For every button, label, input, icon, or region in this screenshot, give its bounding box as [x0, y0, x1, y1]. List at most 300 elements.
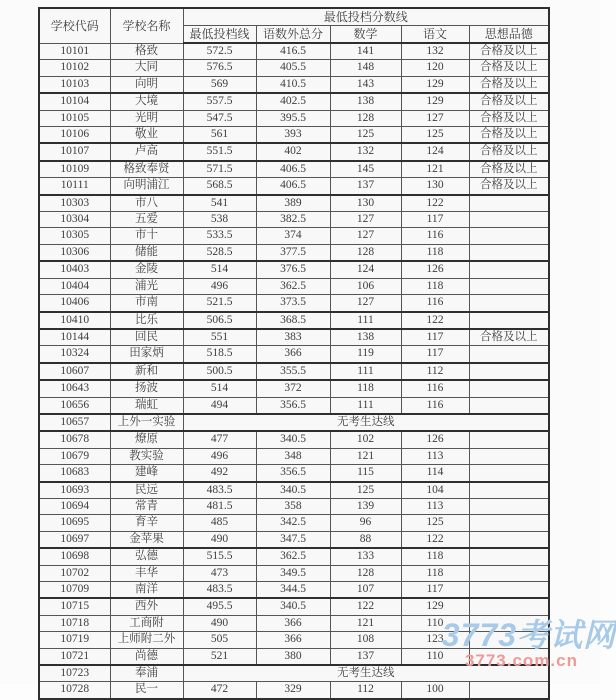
moral-rating-cell	[469, 431, 549, 448]
table-row	[39, 397, 549, 414]
table-row	[39, 632, 549, 648]
table-row	[39, 548, 549, 565]
math-score-cell: 118	[330, 380, 401, 397]
moral-rating-cell	[469, 228, 549, 244]
min-line-cell: 518.5	[183, 346, 256, 363]
min-line-cell: 496	[183, 278, 256, 294]
table-row	[39, 448, 549, 464]
min-line-cell: 568.5	[183, 178, 256, 195]
moral-rating-cell	[469, 244, 549, 261]
table-row	[39, 178, 549, 195]
header-score-group: 最低投档分数线	[183, 8, 549, 26]
school-name-cell: 扬波	[110, 380, 183, 397]
math-score-cell: 111	[330, 312, 401, 329]
total-score-cell: 344.5	[256, 582, 330, 599]
moral-rating-cell	[469, 498, 549, 514]
table-body	[39, 43, 549, 699]
math-score-cell: 122	[330, 598, 401, 615]
header-total-score: 语数外总分	[256, 26, 330, 44]
table-row	[39, 346, 549, 363]
school-name-cell: 西外	[110, 598, 183, 615]
table-row	[39, 195, 549, 212]
math-score-cell: 121	[330, 615, 401, 631]
school-code-cell: 10715	[39, 598, 110, 615]
chinese-score-cell: 116	[401, 380, 469, 397]
min-line-cell: 477	[183, 431, 256, 448]
total-score-cell: 395.5	[256, 110, 330, 126]
table-row	[39, 212, 549, 228]
min-line-cell: 483.5	[183, 582, 256, 599]
math-score-cell: 128	[330, 244, 401, 261]
chinese-score-cell: 100	[401, 682, 469, 699]
total-score-cell: 362.5	[256, 548, 330, 565]
school-name-cell: 弘德	[110, 548, 183, 565]
math-score-cell: 124	[330, 261, 401, 278]
math-score-cell: 138	[330, 93, 401, 110]
total-score-cell: 382.5	[256, 212, 330, 228]
min-line-cell: 483.5	[183, 482, 256, 499]
school-code-cell: 10144	[39, 329, 110, 346]
table-row	[39, 295, 549, 312]
school-code-cell: 10643	[39, 380, 110, 397]
school-code-cell: 10728	[39, 682, 110, 699]
min-line-cell: 472	[183, 682, 256, 699]
moral-rating-cell	[469, 312, 549, 329]
school-name-cell: 比乐	[110, 312, 183, 329]
moral-rating-cell: 合格及以上	[469, 110, 549, 126]
no-candidates-cell: 无考生达线	[183, 414, 549, 431]
min-line-cell: 561	[183, 127, 256, 144]
school-code-cell: 10683	[39, 465, 110, 482]
moral-rating-cell: 合格及以上	[469, 143, 549, 160]
min-line-cell: 569	[183, 76, 256, 93]
math-score-cell: 115	[330, 465, 401, 482]
moral-rating-cell	[469, 212, 549, 228]
chinese-score-cell: 110	[401, 615, 469, 631]
school-name-cell: 工商附	[110, 615, 183, 631]
total-score-cell: 402	[256, 143, 330, 160]
total-score-cell: 347.5	[256, 531, 330, 548]
math-score-cell: 108	[330, 632, 401, 648]
school-code-cell: 10104	[39, 93, 110, 110]
school-code-cell: 10702	[39, 565, 110, 581]
moral-rating-cell	[469, 482, 549, 499]
school-code-cell: 10709	[39, 582, 110, 599]
total-score-cell: 342.5	[256, 515, 330, 531]
total-score-cell: 389	[256, 195, 330, 212]
moral-rating-cell: 合格及以上	[469, 178, 549, 195]
school-code-cell: 10721	[39, 648, 110, 665]
school-code-cell: 10607	[39, 363, 110, 380]
chinese-score-cell: 126	[401, 431, 469, 448]
total-score-cell: 366	[256, 346, 330, 363]
table-row	[39, 615, 549, 631]
school-code-cell: 10719	[39, 632, 110, 648]
math-score-cell: 133	[330, 548, 401, 565]
school-code-cell: 10410	[39, 312, 110, 329]
table-row	[39, 43, 549, 60]
school-name-cell: 市八	[110, 195, 183, 212]
min-line-cell: 505	[183, 632, 256, 648]
math-score-cell: 121	[330, 448, 401, 464]
school-name-cell: 金陵	[110, 261, 183, 278]
school-code-cell: 10105	[39, 110, 110, 126]
chinese-score-cell: 117	[401, 582, 469, 599]
table-row	[39, 531, 549, 548]
math-score-cell: 128	[330, 565, 401, 581]
math-score-cell: 125	[330, 127, 401, 144]
math-score-cell: 138	[330, 329, 401, 346]
moral-rating-cell	[469, 363, 549, 380]
moral-rating-cell	[469, 448, 549, 464]
watermark-site-logo: 3773考试网	[441, 617, 616, 653]
math-score-cell: 143	[330, 76, 401, 93]
chinese-score-cell: 110	[401, 648, 469, 665]
total-score-cell: 340.5	[256, 431, 330, 448]
table-row	[39, 261, 549, 278]
total-score-cell: 406.5	[256, 178, 330, 195]
min-line-cell: 533.5	[183, 228, 256, 244]
chinese-score-cell: 117	[401, 212, 469, 228]
school-name-cell: 瑞虹	[110, 397, 183, 414]
table-row	[39, 312, 549, 329]
school-name-cell: 大境	[110, 93, 183, 110]
school-name-cell: 市十	[110, 228, 183, 244]
moral-rating-cell	[469, 195, 549, 212]
min-line-cell: 576.5	[183, 60, 256, 76]
school-name-cell: 向明浦江	[110, 178, 183, 195]
min-line-cell: 551.5	[183, 143, 256, 160]
table-row	[39, 380, 549, 397]
math-score-cell: 132	[330, 143, 401, 160]
table-row	[39, 244, 549, 261]
min-line-cell: 557.5	[183, 93, 256, 110]
moral-rating-cell: 合格及以上	[469, 76, 549, 93]
total-score-cell: 377.5	[256, 244, 330, 261]
school-code-cell: 10657	[39, 414, 110, 431]
watermark-site-url: 3773.com.cn	[464, 651, 578, 670]
school-name-cell: 南洋	[110, 582, 183, 599]
table-row	[39, 482, 549, 499]
chinese-score-cell: 118	[401, 278, 469, 294]
chinese-score-cell: 122	[401, 312, 469, 329]
chinese-score-cell: 104	[401, 482, 469, 499]
header-row-top	[39, 8, 549, 26]
total-score-cell: 366	[256, 632, 330, 648]
school-code-cell: 10304	[39, 212, 110, 228]
chinese-score-cell: 120	[401, 60, 469, 76]
school-code-cell: 10101	[39, 43, 110, 60]
moral-rating-cell	[469, 278, 549, 294]
math-score-cell: 145	[330, 161, 401, 178]
school-name-cell: 卢高	[110, 143, 183, 160]
table-row	[39, 431, 549, 448]
moral-rating-cell	[469, 682, 549, 699]
total-score-cell: 348	[256, 448, 330, 464]
moral-rating-cell	[469, 565, 549, 581]
total-score-cell: 380	[256, 648, 330, 665]
table-row	[39, 93, 549, 110]
school-code-cell: 10102	[39, 60, 110, 76]
table-row	[39, 329, 549, 346]
math-score-cell: 128	[330, 110, 401, 126]
moral-rating-cell	[469, 582, 549, 599]
school-code-cell: 10111	[39, 178, 110, 195]
chinese-score-cell: 130	[401, 178, 469, 195]
school-name-cell: 尚德	[110, 648, 183, 665]
total-score-cell: 372	[256, 380, 330, 397]
moral-rating-cell: 合格及以上	[469, 43, 549, 60]
chinese-score-cell: 129	[401, 598, 469, 615]
moral-rating-cell: 合格及以上	[469, 93, 549, 110]
school-name-cell: 育辛	[110, 515, 183, 531]
table-row	[39, 127, 549, 144]
school-code-cell: 10723	[39, 665, 110, 682]
moral-rating-cell: 合格及以上	[469, 161, 549, 178]
no-candidates-cell: 无考生达线	[183, 665, 549, 682]
total-score-cell: 410.5	[256, 76, 330, 93]
table-row	[39, 76, 549, 93]
min-line-cell: 494	[183, 397, 256, 414]
total-score-cell: 329	[256, 682, 330, 699]
school-name-cell: 上师附二外	[110, 632, 183, 648]
header-chinese: 语文	[401, 26, 469, 44]
min-line-cell: 572.5	[183, 43, 256, 60]
table-row	[39, 582, 549, 599]
math-score-cell: 111	[330, 397, 401, 414]
min-line-cell: 528.5	[183, 244, 256, 261]
moral-rating-cell	[469, 295, 549, 312]
math-score-cell: 137	[330, 648, 401, 665]
total-score-cell: 393	[256, 127, 330, 144]
school-name-cell: 田家炳	[110, 346, 183, 363]
chinese-score-cell: 132	[401, 43, 469, 60]
moral-rating-cell	[469, 515, 549, 531]
math-score-cell: 139	[330, 498, 401, 514]
min-line-cell: 485	[183, 515, 256, 531]
table-row	[39, 565, 549, 581]
min-line-cell: 492	[183, 465, 256, 482]
school-name-cell: 大同	[110, 60, 183, 76]
moral-rating-cell	[469, 615, 549, 631]
chinese-score-cell: 114	[401, 465, 469, 482]
chinese-score-cell: 129	[401, 76, 469, 93]
table-row	[39, 498, 549, 514]
school-code-cell: 10697	[39, 531, 110, 548]
min-line-cell: 551	[183, 329, 256, 346]
min-line-cell: 571.5	[183, 161, 256, 178]
total-score-cell: 383	[256, 329, 330, 346]
min-line-cell: 496	[183, 448, 256, 464]
school-name-cell: 金苹果	[110, 531, 183, 548]
school-name-cell: 建峰	[110, 465, 183, 482]
min-line-cell: 538	[183, 212, 256, 228]
school-code-cell: 10695	[39, 515, 110, 531]
math-score-cell: 127	[330, 228, 401, 244]
total-score-cell: 374	[256, 228, 330, 244]
school-name-cell: 市南	[110, 295, 183, 312]
school-code-cell: 10679	[39, 448, 110, 464]
table-row	[39, 143, 549, 160]
total-score-cell: 356.5	[256, 465, 330, 482]
chinese-score-cell: 116	[401, 295, 469, 312]
school-code-cell: 10109	[39, 161, 110, 178]
min-line-cell: 506.5	[183, 312, 256, 329]
math-score-cell: 96	[330, 515, 401, 531]
min-line-cell: 473	[183, 565, 256, 581]
chinese-score-cell: 126	[401, 261, 469, 278]
school-name-cell: 格致	[110, 43, 183, 60]
chinese-score-cell: 113	[401, 448, 469, 464]
min-line-cell: 481.5	[183, 498, 256, 514]
moral-rating-cell	[469, 397, 549, 414]
school-code-cell: 10106	[39, 127, 110, 144]
school-name-cell: 新和	[110, 363, 183, 380]
school-code-cell: 10698	[39, 548, 110, 565]
chinese-score-cell: 117	[401, 346, 469, 363]
table-row	[39, 161, 549, 178]
header-moral: 思想品德	[469, 26, 549, 44]
school-code-cell: 10678	[39, 431, 110, 448]
math-score-cell: 141	[330, 43, 401, 60]
table-row	[39, 60, 549, 76]
chinese-score-cell: 116	[401, 228, 469, 244]
min-line-cell: 514	[183, 261, 256, 278]
min-line-cell: 547.5	[183, 110, 256, 126]
school-code-cell: 10107	[39, 143, 110, 160]
min-line-cell: 521	[183, 648, 256, 665]
school-name-cell: 回民	[110, 329, 183, 346]
math-score-cell: 125	[330, 482, 401, 499]
table-row	[39, 110, 549, 126]
school-name-cell: 光明	[110, 110, 183, 126]
chinese-score-cell: 121	[401, 161, 469, 178]
chinese-score-cell: 123	[401, 632, 469, 648]
moral-rating-cell	[469, 261, 549, 278]
school-name-cell: 民一	[110, 682, 183, 699]
min-line-cell: 500.5	[183, 363, 256, 380]
moral-rating-cell: 合格及以上	[469, 127, 549, 144]
moral-rating-cell	[469, 531, 549, 548]
total-score-cell: 355.5	[256, 363, 330, 380]
school-name-cell: 五爱	[110, 212, 183, 228]
total-score-cell: 358	[256, 498, 330, 514]
moral-rating-cell	[469, 598, 549, 615]
chinese-score-cell: 117	[401, 329, 469, 346]
math-score-cell: 119	[330, 346, 401, 363]
header-school-code: 学校代码	[39, 8, 110, 43]
school-code-cell: 10305	[39, 228, 110, 244]
table-row	[39, 598, 549, 615]
chinese-score-cell: 118	[401, 565, 469, 581]
min-line-cell: 514	[183, 380, 256, 397]
header-math: 数学	[330, 26, 401, 44]
score-table	[38, 7, 550, 700]
school-code-cell: 10693	[39, 482, 110, 499]
table-row	[39, 682, 549, 699]
school-name-cell: 敬业	[110, 127, 183, 144]
moral-rating-cell: 合格及以上	[469, 60, 549, 76]
math-score-cell: 111	[330, 363, 401, 380]
chinese-score-cell: 118	[401, 244, 469, 261]
moral-rating-cell: 合格及以上	[469, 329, 549, 346]
min-line-cell: 490	[183, 531, 256, 548]
chinese-score-cell: 122	[401, 195, 469, 212]
chinese-score-cell: 122	[401, 531, 469, 548]
school-name-cell: 上外一实验	[110, 414, 183, 431]
moral-rating-cell	[469, 465, 549, 482]
chinese-score-cell: 124	[401, 143, 469, 160]
school-name-cell: 燎原	[110, 431, 183, 448]
school-name-cell: 常青	[110, 498, 183, 514]
math-score-cell: 88	[330, 531, 401, 548]
school-code-cell: 10403	[39, 261, 110, 278]
school-name-cell: 丰华	[110, 565, 183, 581]
min-line-cell: 521.5	[183, 295, 256, 312]
school-name-cell: 浦光	[110, 278, 183, 294]
math-score-cell: 106	[330, 278, 401, 294]
school-name-cell: 民远	[110, 482, 183, 499]
total-score-cell: 406.5	[256, 161, 330, 178]
math-score-cell: 112	[330, 682, 401, 699]
total-score-cell: 340.5	[256, 482, 330, 499]
math-score-cell: 148	[330, 60, 401, 76]
table-row	[39, 515, 549, 531]
math-score-cell: 102	[330, 431, 401, 448]
moral-rating-cell	[469, 346, 549, 363]
total-score-cell: 416.5	[256, 43, 330, 60]
school-code-cell: 10103	[39, 76, 110, 93]
chinese-score-cell: 113	[401, 498, 469, 514]
math-score-cell: 130	[330, 195, 401, 212]
min-line-cell: 541	[183, 195, 256, 212]
total-score-cell: 405.5	[256, 60, 330, 76]
moral-rating-cell	[469, 548, 549, 565]
total-score-cell: 376.5	[256, 261, 330, 278]
school-name-cell: 教实验	[110, 448, 183, 464]
school-code-cell: 10303	[39, 195, 110, 212]
table-row	[39, 465, 549, 482]
min-line-cell: 490	[183, 615, 256, 631]
table-row	[39, 648, 549, 665]
school-name-cell: 储能	[110, 244, 183, 261]
school-code-cell: 10694	[39, 498, 110, 514]
min-line-cell: 515.5	[183, 548, 256, 565]
chinese-score-cell: 118	[401, 548, 469, 565]
school-name-cell: 向明	[110, 76, 183, 93]
header-school-name: 学校名称	[110, 8, 183, 43]
total-score-cell: 366	[256, 615, 330, 631]
table-header	[39, 8, 549, 43]
math-score-cell: 127	[330, 212, 401, 228]
chinese-score-cell: 125	[401, 515, 469, 531]
chinese-score-cell: 116	[401, 397, 469, 414]
header-min-line: 最低投档线	[183, 26, 256, 44]
school-code-cell: 10718	[39, 615, 110, 631]
chinese-score-cell: 112	[401, 363, 469, 380]
school-code-cell: 10404	[39, 278, 110, 294]
total-score-cell: 356.5	[256, 397, 330, 414]
math-score-cell: 107	[330, 582, 401, 599]
school-name-cell: 格致奉贤	[110, 161, 183, 178]
table-row	[39, 278, 549, 294]
math-score-cell: 137	[330, 178, 401, 195]
moral-rating-cell	[469, 632, 549, 648]
school-code-cell: 10406	[39, 295, 110, 312]
total-score-cell: 340.5	[256, 598, 330, 615]
table-row	[39, 228, 549, 244]
school-code-cell: 10324	[39, 346, 110, 363]
